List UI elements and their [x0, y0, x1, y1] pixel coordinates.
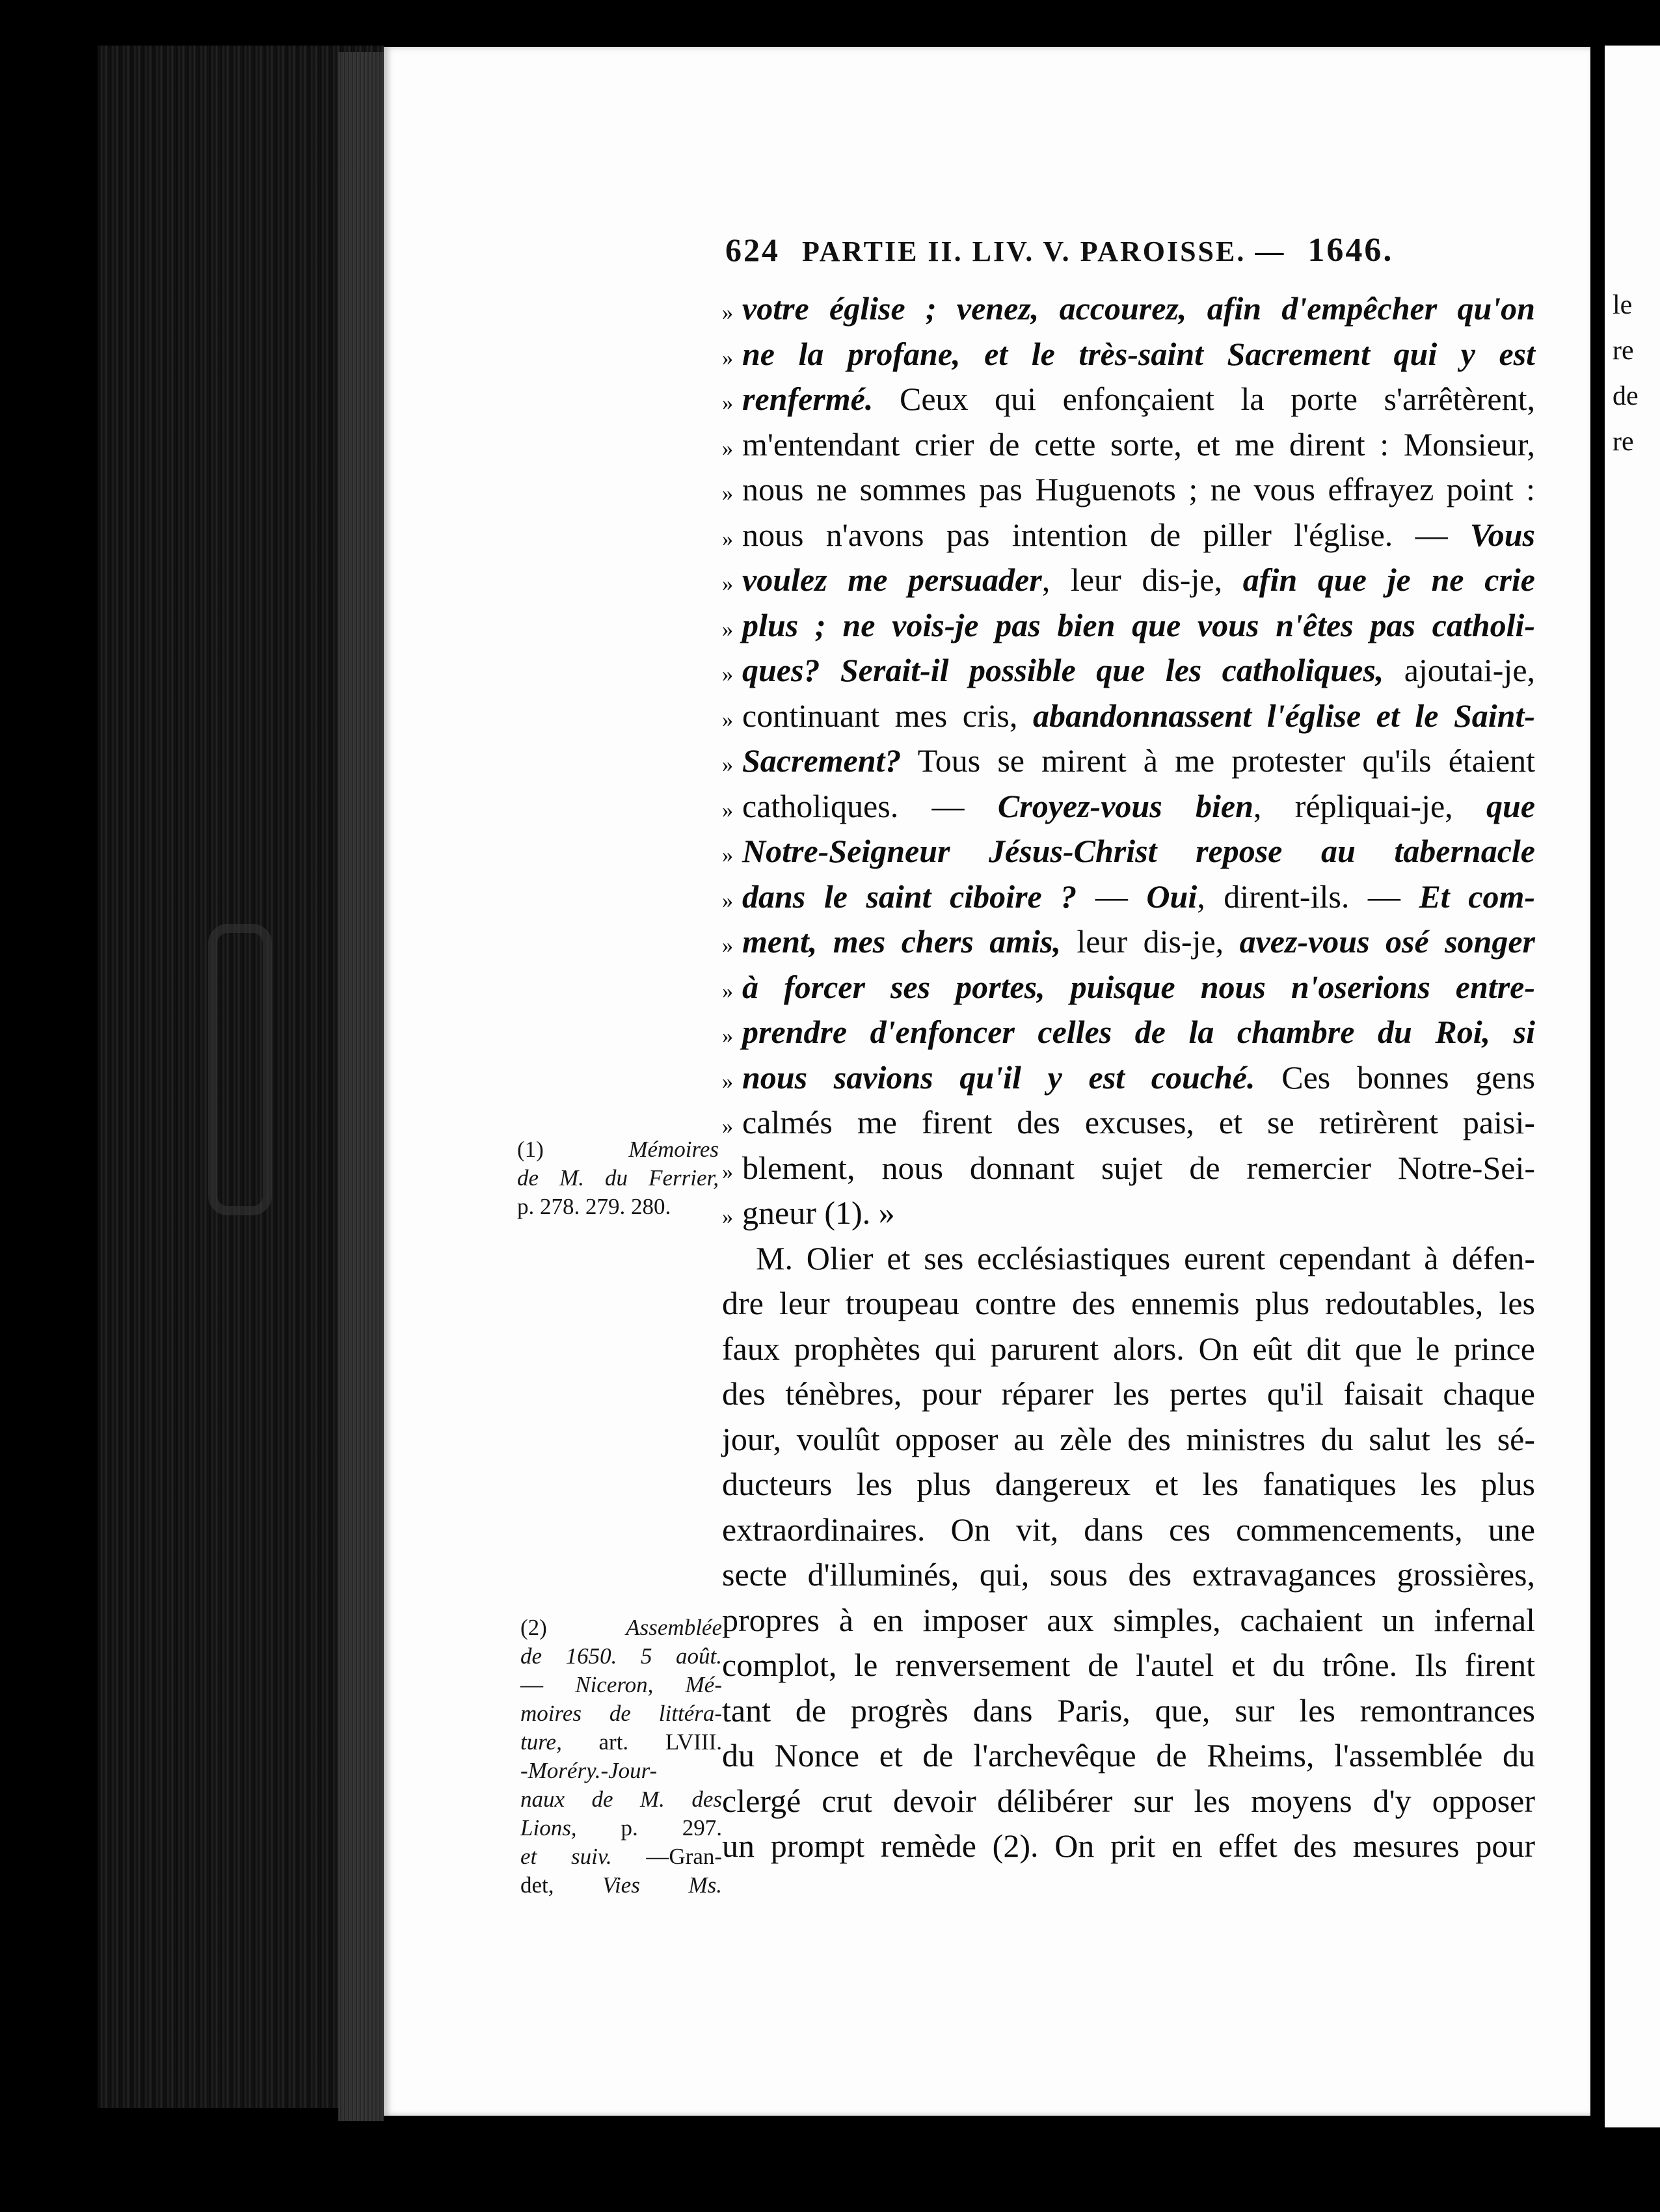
text-line [722, 1643, 1535, 1688]
text-line [722, 1733, 1535, 1779]
note-line [517, 1193, 719, 1221]
italic-text: plus ; ne vois-je pas bien que vous n'êtes pas catholi- [742, 606, 1535, 643]
quote-mark: » [722, 1159, 733, 1184]
text-line [722, 874, 1535, 920]
quote-mark: » [722, 301, 733, 325]
italic-text: Et com- [1419, 878, 1535, 915]
roman-text: Ceux qui enfonçaient la porte s'arrêtèrent, [873, 381, 1535, 417]
roman-text: , leur dis-je, [1041, 561, 1243, 598]
quote-mark: » [722, 391, 733, 415]
roman-text: calmés me firent des excuses, et se retirèrent paisi- [742, 1104, 1535, 1140]
quote-mark: » [722, 707, 733, 732]
next-page-fragment: re [1613, 427, 1634, 457]
roman-text: m'entendant crier de cette sorte, et me dirent : Monsieur, [742, 425, 1535, 463]
roman-text: — [1077, 878, 1147, 915]
text-line [722, 513, 1535, 558]
roman-text: des ténèbres, pour réparer les pertes qu'il faisait chaque [722, 1375, 1535, 1412]
roman-text: faux prophètes qui parurent alors. On eût dit que le prince [722, 1330, 1535, 1367]
italic-text: prendre d'enfoncer celles de la chambre du Roi, si [742, 1014, 1535, 1050]
note-roman-text: art. LVIII. [561, 1729, 722, 1755]
roman-text: extraordinaires. On vit, dans ces commencements, une [722, 1511, 1535, 1548]
text-line [722, 603, 1535, 649]
text-line [722, 332, 1535, 377]
italic-text: Croyez-vous bien [997, 787, 1253, 824]
text-line [722, 648, 1535, 694]
text-line [722, 1507, 1535, 1553]
roman-text: jour, voulût opposer au zèle des ministres du salut les sé- [722, 1420, 1535, 1457]
italic-text: Notre-Seigneur Jésus-Christ repose au tabernacle [742, 833, 1535, 869]
note-italic-text: Niceron, Mé- [575, 1672, 722, 1697]
roman-text: , répliquai-je, [1253, 787, 1487, 824]
text-line [722, 1281, 1535, 1327]
note-line [520, 1613, 722, 1642]
running-head [725, 231, 1428, 269]
quote-mark: » [722, 934, 733, 958]
note-italic-text: Lions, [520, 1815, 577, 1841]
text-line [722, 1010, 1535, 1055]
quote-mark: » [722, 345, 733, 370]
note-italic-text: Assemblée [626, 1615, 722, 1640]
note-roman-text: p. 297. [576, 1815, 722, 1841]
note-line [520, 1671, 722, 1699]
text-line [722, 784, 1535, 830]
italic-text: voulez me persuader [742, 561, 1042, 598]
text-line [722, 1462, 1535, 1507]
quote-mark: » [722, 662, 733, 686]
text-line [722, 738, 1535, 784]
note-line [517, 1135, 719, 1164]
margin-note-2 [520, 1613, 722, 1900]
text-line [722, 965, 1535, 1010]
note-roman-text: — [520, 1672, 576, 1697]
roman-text: clergé crut devoir délibérer sur les moyens d'y opposer [722, 1782, 1535, 1819]
body-text [722, 286, 1535, 1869]
italic-text: renfermé. [742, 381, 874, 417]
note-italic-text: ture, [520, 1729, 562, 1755]
roman-text: dre leur troupeau contre des ennemis plus redoutables, les [722, 1285, 1535, 1321]
note-italic-text: de 1650. 5 août. [520, 1643, 722, 1669]
text-line [722, 1371, 1535, 1417]
roman-text: Tous se mirent à me protester qu'ils étaient [901, 742, 1535, 779]
note-line [520, 1757, 722, 1785]
text-line [722, 1552, 1535, 1598]
italic-text: votre église ; venez, accourez, afin d'empêcher qu'on [742, 290, 1535, 327]
note-italic-text: et suiv. [520, 1844, 612, 1869]
note-italic-text: Vies Ms. [602, 1872, 723, 1898]
quote-mark: » [722, 1205, 733, 1229]
next-page-fragment: re [1613, 336, 1634, 366]
italic-text: ne la profane, et le très-saint Sacrement qui y est [742, 335, 1535, 372]
note-roman-text: (1) [517, 1137, 629, 1162]
note-italic-text: -Moréry.-Jour- [520, 1758, 658, 1783]
roman-text: blement, nous donnant sujet de remercier Notre-Sei- [742, 1149, 1535, 1186]
roman-text: nous ne sommes pas Huguenots ; ne vous effrayez point : [742, 471, 1535, 507]
text-line [722, 1055, 1535, 1101]
running-year: 1646. [1307, 232, 1394, 269]
roman-text: gneur (1). » [742, 1194, 895, 1231]
text-line [722, 1688, 1535, 1734]
roman-text: un prompt remède (2). On prit en effet des mesures pour [722, 1828, 1535, 1864]
roman-text: du Nonce et de l'archevêque de Rheims, l'assemblée du [722, 1737, 1535, 1774]
note-roman-text: det, [520, 1872, 603, 1898]
running-title: PARTIE II. LIV. V. PAROISSE. — [802, 236, 1286, 267]
text-line [722, 1824, 1535, 1869]
note-line [520, 1785, 722, 1814]
note-italic-text: Mémoires [628, 1137, 719, 1162]
italic-text: Oui [1146, 878, 1198, 915]
text-line [722, 1191, 1535, 1236]
next-page-edge [1605, 46, 1660, 2127]
italic-text: avez-vous osé songer [1239, 923, 1535, 960]
note-roman-text: —Gran- [611, 1844, 723, 1869]
roman-text: continuant mes cris, [742, 697, 1033, 734]
italic-text: à forcer ses portes, puisque nous n'oserions entre- [742, 968, 1535, 1005]
text-line [722, 1417, 1535, 1463]
note-line [520, 1842, 722, 1871]
italic-text: Sacrement? [742, 742, 902, 779]
roman-text: ducteurs les plus dangereux et les fanatiques les plus [722, 1466, 1535, 1502]
roman-text: complot, le renversement de l'autel et du trône. Ils firent [722, 1647, 1535, 1683]
text-line [722, 1598, 1535, 1643]
page-number: 624 [725, 232, 780, 268]
roman-text: ajoutai-je, [1384, 652, 1536, 688]
roman-text: tant de progrès dans Paris, que, sur les remontrances [722, 1692, 1535, 1729]
text-line [722, 694, 1535, 739]
text-line [722, 422, 1535, 468]
note-roman-text: (2) [520, 1615, 626, 1640]
text-line [722, 286, 1535, 332]
roman-text: , dirent-ils. — [1197, 878, 1419, 915]
quote-mark: » [722, 1024, 733, 1048]
note-line [520, 1699, 722, 1728]
quote-mark: » [722, 753, 733, 777]
text-line [722, 377, 1535, 422]
note-italic-text: naux de M. des [520, 1787, 722, 1812]
quote-mark: » [722, 978, 733, 1003]
page-fore-edge [338, 52, 384, 2121]
text-line [722, 1236, 1535, 1282]
text-line [722, 1100, 1535, 1146]
text-line [722, 1779, 1535, 1824]
text-line [722, 558, 1535, 603]
quote-mark: » [722, 617, 733, 641]
roman-text: Ces bonnes gens [1255, 1059, 1535, 1096]
note-line [520, 1871, 722, 1900]
quote-mark: » [722, 888, 733, 913]
italic-text: ment, mes chers amis, [742, 923, 1061, 960]
text-line [722, 467, 1535, 513]
italic-text: afin que je ne crie [1242, 561, 1535, 598]
quote-mark: » [722, 798, 733, 822]
italic-text: abandonnassent l'église et le Saint- [1032, 697, 1536, 734]
next-page-fragment: le [1613, 290, 1633, 320]
text-line [722, 1146, 1535, 1191]
quote-mark: » [722, 843, 733, 867]
note-line [517, 1164, 719, 1193]
italic-text: nous savions qu'il y est couché. [742, 1059, 1255, 1096]
note-italic-text: de M. du Ferrier, [517, 1165, 719, 1191]
note-italic-text: moires de littéra- [520, 1701, 722, 1726]
note-line [520, 1642, 722, 1671]
note-roman-text: p. 278. 279. 280. [517, 1194, 671, 1219]
italic-text: que [1486, 787, 1536, 824]
text-line [722, 919, 1535, 965]
note-line [520, 1814, 722, 1842]
text-line [722, 829, 1535, 874]
italic-text: ques? Serait-il possible que les catholiques, [742, 652, 1384, 688]
quote-mark: » [722, 1069, 733, 1094]
roman-text: catholiques. — [742, 787, 998, 824]
next-page-fragment: de [1613, 381, 1639, 411]
roman-text: nous n'avons pas intention de piller l'église. — [742, 516, 1470, 553]
quote-mark: » [722, 481, 733, 506]
roman-text: M. Olier et ses ecclésiastiques eurent cependant à défen- [756, 1239, 1535, 1276]
quote-mark: » [722, 526, 733, 551]
roman-text: propres à en imposer aux simples, cachaient un infernal [722, 1601, 1535, 1638]
italic-text: Vous [1469, 516, 1535, 553]
note-line [520, 1728, 722, 1757]
roman-text: secte d'illuminés, qui, sous des extravagances grossières, [722, 1556, 1535, 1593]
text-line [722, 1327, 1535, 1372]
quote-mark: » [722, 436, 733, 461]
italic-text: dans le saint ciboire ? [742, 878, 1077, 915]
margin-note-1 [517, 1135, 719, 1221]
roman-text: leur dis-je, [1060, 923, 1240, 960]
quote-mark: » [722, 1114, 733, 1139]
gutter [1590, 39, 1605, 2147]
quote-mark: » [722, 572, 733, 596]
